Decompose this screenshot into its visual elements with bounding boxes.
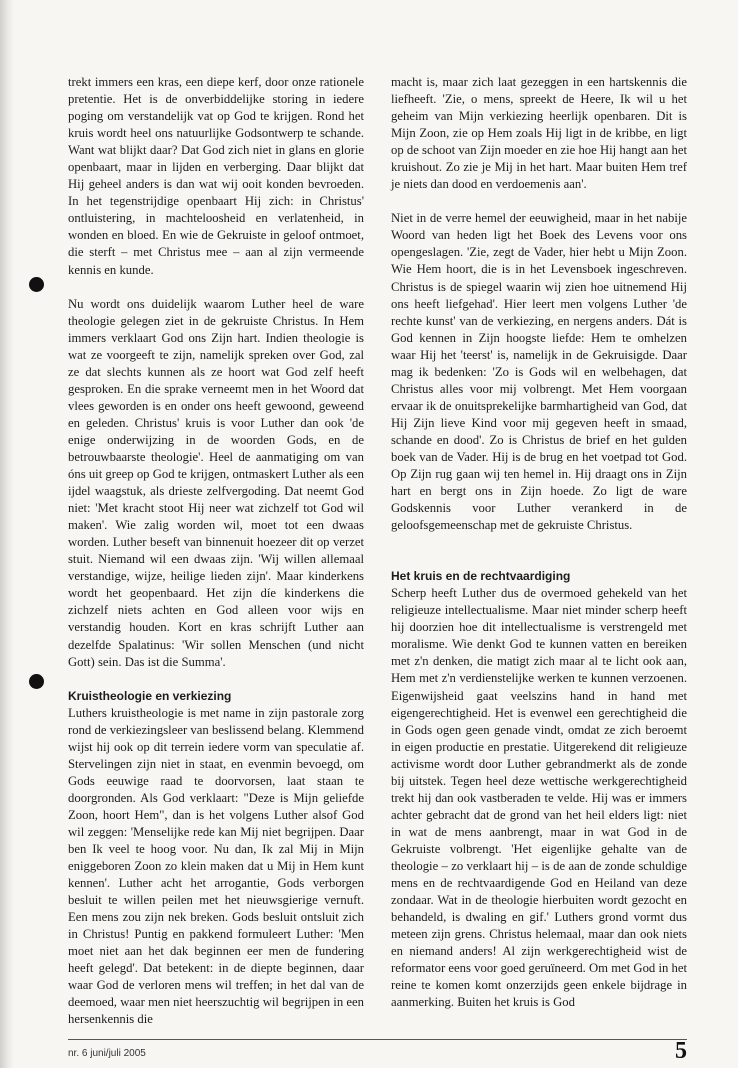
- footer-rule: [68, 1039, 687, 1040]
- right-column: [391, 74, 687, 1011]
- punch-hole-bottom: [29, 674, 44, 689]
- page-number: 5: [675, 1038, 687, 1064]
- section-heading-kruistheologie: Kruistheologie en verkiezing: [68, 688, 232, 703]
- footer-issue: nr. 6 juni/juli 2005: [68, 1048, 146, 1059]
- section-heading-rechtvaardiging: Het kruis en de rechtvaardiging: [391, 569, 571, 584]
- right-paragraph-1: macht is, maar zich laat gezeggen in een hartskennis die liefheeft. 'Zie, o mens, spreekt de Heere, Ik wil u het geheim van Mijn verkiezing heerlijk openbaren. Dit is Mijn Zoon, zie op Hem zoals Hij ligt in de kribbe, en ligt op de schoot van Zijn moeder en zie hoe Hij hangt aan het kruishout. Zo zie je Mij in het hart. Maar buiten Hem tref je niets dan dood en verdoemenis aan'.: [391, 75, 687, 192]
- right-paragraph-3: Scherp heeft Luther dus de overmoed gehekeld van het religieuze intellectualisme. Maar niet minder scherp heeft hij doorzien hoe dit intellectualisme is verstrengeld met moralisme. Wie denkt God te kunnen vatten en bereiken met z'n denken, die matigt zich maar al te licht ook aan, Hem met z'n verdienstelijke werken te kunnen verzoenen. Eigenwijsheid gaat veelszins hand in hand met eigengerechtigheid. Het is evenwel een gerechtigheid die in Gods ogen geen genade vindt, omdat ze zich beroemt in eigen productie en prestatie. Uitgerekend dit religieuze activisme wordt door Luther gebrandmerkt als de zonde bij uitstek. Tegen heel deze wettische werkgerechtigheid trekt hij dan ook vastberaden te velde. Hij was er immers achter gebracht dat de grond van het heil elders ligt: niet in wat de mens aanbrengt, maar in wat God in de Gekruiste volbrengt. 'Het eigenlijke gehalte van de theologie – zo verklaart hij – is de aan de zonde schuldige mens en de rechtvaardigende God en Heiland van deze zondaar. Wat in de theologie hierbuiten wordt gezocht en behandeld, is dwaling en gif.' Luthers grond vormt dus meteen zijn grens. Christus helemaal, maar dan ook niets en niemand anders! Al zijn werkgerechtigheid wist de reformator eens voor goed geruïneerd. Om met God in het reine te komen komt onzerzijds geen enkele bijdrage in aanmerking. Buiten het kruis is God: [391, 586, 687, 1010]
- right-paragraph-2: Niet in de verre hemel der eeuwigheid, maar in het nabije Woord van heden ligt het Boek des Levens voor ons opengeslagen. 'Zie, zegt de Vader, hier hebt u Mijn Zoon. Wie Hem hoort, die is in het Levensboek ingeschreven. Christus is de spiegel waarin wij zien hoe uitnemend Hij ons heeft liefgehad'. Hier leert men volgens Luther 'de rechte kunst' van de verkiezing, en nergens anders. Dát is God kennen in Zijn hoogste liefde: Hem te omhelzen waar Hij het 'teerst' is, namelijk in de Gekruisigde. Daar mag ik bedenken: 'Zo is Gods wil en welbehagen, dat Christus alles voor mij volbrengt. Met Hem voorgaan ervaar ik de onuitsprekelijke barmhartigheid van God, dat Hij Zijn lieve Kind voor mij gegeven heeft in smaad, schande en dood'. Zo is Christus de brief en het gulden boek van de Vader. Hij is de brug en het voetpad tot God. Op Zijn rug gaan wij ten hemel in. Hij draagt ons in Zijn hart en bergt ons in Zijn hoede. Zo ligt de ware Godskennis voor Luther verankerd in de geloofsgemeenschap met de gekruiste Christus.: [391, 211, 687, 533]
- left-paragraph-2: Nu wordt ons duidelijk waarom Luther heel de ware theologie gelegen ziet in de gekruiste Christus. In Hem immers verklaart God ons Zijn hart. Indien theologie is wat ze voorgeeft te zijn, namelijk spreken over God, zal ze dat slechts kunnen als ze hoort wat God zelf heeft gesproken. En die sprake verneemt men in het Woord dat vlees geworden is en onder ons heeft gewoond, geweend en geleden. Christus' kruis is voor Luther dan ook 'de enige onderwijzing in de woorden Gods, en de betrouwbaarste theologie'. Heel de aanmatiging om van óns uit greep op God te krijgen, ontmaskert Luther als een ijdel waagstuk, als drieste zelfvergoding. Dat neemt God niet: 'Met kracht stoot Hij neer wat zichzelf tot God wil maken'. Wie zalig worden wil, moet tot een dwaas worden. Luther beseft van binnenuit hoezeer dit op verzet stuit. Niemand wil een dwaas zijn. 'Wij willen allemaal verstandige, wijze, heilige lieden zijn'. Maar kinderkens wordt het geopenbaard. Het zijn díe kinderkens die zichzelf niets achten en God alleen voor wijs en verstandig houden. Kort en kras schrijft Luther aan dezelfde Spalatinus: 'Wir sollen Menschen (und nicht Gott) sein. Das ist die Summa'.: [68, 296, 364, 669]
- punch-hole-top: [29, 277, 44, 292]
- page-edge-shadow: [0, 0, 14, 1068]
- left-paragraph-3: Luthers kruistheologie is met name in zijn pastorale zorg rond de verkiezingsleer van beslissend belang. Klemmend wijst hij ook op dit terrein iedere vorm van speculatie af. Stervelingen zijn niet in staat, en evenmin bevoegd, om Gods eeuwige raad te doorvorsen, laat staan te doorgronden. Als God verklaart: "Deze is Mijn geliefde Zoon, hoort Hem", dan is het volgens Luther alsof God wil zeggen: 'Menselijke rede kan Mij niet begrijpen. Daar ben Ik veel te hoog voor. Nu dan, Ik zal Mij in Mijn eniggeboren Zoon zo klein maken dat u Mij in Hem kunt kennen'. Luther acht het arrogantie, Gods verborgen besluit te willen peilen met het nieuwsgierige vernuft. Een mens zou zijn nek breken. Gods besluit ontsluit zich in Christus! Puntig en pakkend formuleert Luther: 'Men moet niet aan het dak beginnen eer men de fundering heeft gelegd'. Dat betekent: in de diepte beginnen, daar waar God de verloren mens wil treffen; in het dal van de deemoed, waar men niet heerszuchtig wil begrijpen in een hersenkennis die: [68, 705, 364, 1027]
- left-column: [68, 74, 364, 1028]
- left-paragraph-1: trekt immers een kras, een diepe kerf, door onze rationele pretentie. Het is de onverbiddelijke storing in iedere poging om verstandelijk vat op God te krijgen. Rond het kruis wordt heel ons natuurlijke Godsontwerp te schande. Want wat blijkt daar? Dat God zich niet in glans en glorie openbaart, maar in lijden en verberging. Daar blijkt dat Hij geheel anders is dan wat wij ooit konden bevroeden. In het tegenstrijdige openbaart Hij zich: in Christus' ontluistering, in machteloosheid en verlatenheid, in wonden en bloed. En wie de Gekruiste in geloof ontmoet, die sterft – met Christus mee – aan al zijn vermeende kennis en kunde.: [68, 75, 364, 277]
